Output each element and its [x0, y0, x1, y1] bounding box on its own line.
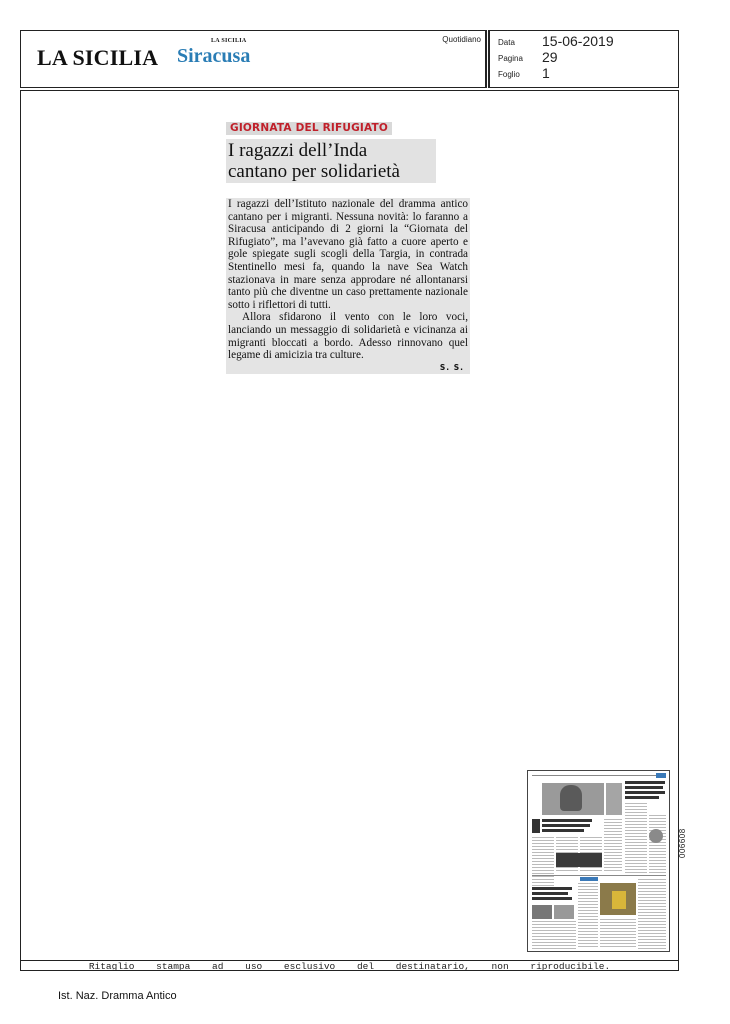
article-signature: S. S. [439, 362, 464, 372]
meta-date-label: Data [498, 38, 515, 47]
thumb-lower-col-3 [600, 919, 636, 949]
thumb-center-headline [542, 819, 592, 822]
thumb-center-headline-3 [542, 829, 584, 832]
thumb-top-rule [532, 775, 666, 776]
footer-bar [20, 960, 679, 971]
side-code: 006608 [678, 828, 687, 858]
article-kicker: GIORNATA DEL RIFUGIATO [226, 122, 392, 135]
thumb-lower-photo-1 [532, 905, 552, 919]
thumb-lower-col-1 [532, 921, 576, 949]
thumb-right-headline-2 [625, 786, 663, 789]
meta-sheet-value: 1 [542, 65, 550, 81]
thumb-page-badge [656, 773, 666, 778]
headline-line-1: I ragazzi dell’Inda [228, 140, 368, 161]
masthead-title: LA SICILIA [37, 45, 159, 70]
thumb-mid-rule [532, 875, 666, 876]
thumb-col-5 [625, 803, 647, 873]
thumb-lower-col-2 [578, 883, 598, 949]
thumb-lower-headline-2 [532, 892, 568, 895]
article-headline [226, 139, 436, 183]
meta-page-label: Pagina [498, 54, 523, 63]
meta-sheet-label: Foglio [498, 70, 520, 79]
meta-box [489, 30, 679, 88]
thumb-col-4 [604, 819, 622, 873]
thumb-lower-headline [532, 887, 572, 890]
thumb-col-6 [649, 815, 666, 873]
thumb-photo-side [606, 783, 622, 815]
thumb-col-1 [532, 837, 554, 887]
thumb-lower-photo-2 [554, 905, 574, 919]
meta-date-value: 15-06-2019 [542, 33, 614, 49]
thumb-left-photo [532, 819, 540, 833]
thumb-dark-block [556, 853, 602, 867]
headline-line-2: cantano per solidarietà [228, 161, 400, 182]
meta-page-value: 29 [542, 49, 558, 65]
thumb-right-headline [625, 781, 665, 784]
masthead-city: Siracusa [177, 45, 251, 67]
article-paragraph-2: Allora sfidarono il vento con le loro voci, lanciando un messaggio di solidarietà e vicinanza ai migranti bloccati a bordo. Adesso rinnovano quel legame di amicizia tra culture. [228, 311, 468, 362]
thumb-portrait [649, 829, 663, 843]
article-paragraph-1: I ragazzi dell’Istituto nazionale del dramma antico cantano per i migranti. Nessuna novità: lo faranno a Siracusa anticipando di 2 giorni la “Giornata del Rifugiato”, ma l’avevano già fatto a cuore aperto e gole spiegate sugli scogli della Targia, in contrada Stentinello mesi fa, quando la nave Sea Watch stazionava in mare senza approdare né allontanarsi tanto più che diventne un caso prettamente nazionale sotto i riflettori di tutti. [228, 198, 468, 311]
thumb-right-headline-4 [625, 796, 659, 799]
thumb-lower-col-4 [638, 879, 666, 949]
thumb-lower-photo-figure [612, 891, 626, 909]
page-thumbnail [527, 770, 670, 952]
thumb-right-headline-3 [625, 791, 665, 794]
publication-type: Quotidiano [442, 35, 481, 44]
masthead-box [20, 30, 486, 88]
masthead-small-title: LA SICILIA [211, 38, 247, 44]
thumb-lower-headline-3 [532, 897, 572, 900]
thumb-blue-tag [580, 877, 598, 881]
source-label: Ist. Naz. Dramma Antico [58, 990, 177, 1002]
article-body [226, 198, 470, 374]
thumb-center-headline-2 [542, 824, 590, 827]
footer-notice: Ritaglio stampa ad uso esclusivo del destinatario, non riproducibile. [88, 961, 611, 972]
thumb-photo-figure [560, 785, 582, 811]
